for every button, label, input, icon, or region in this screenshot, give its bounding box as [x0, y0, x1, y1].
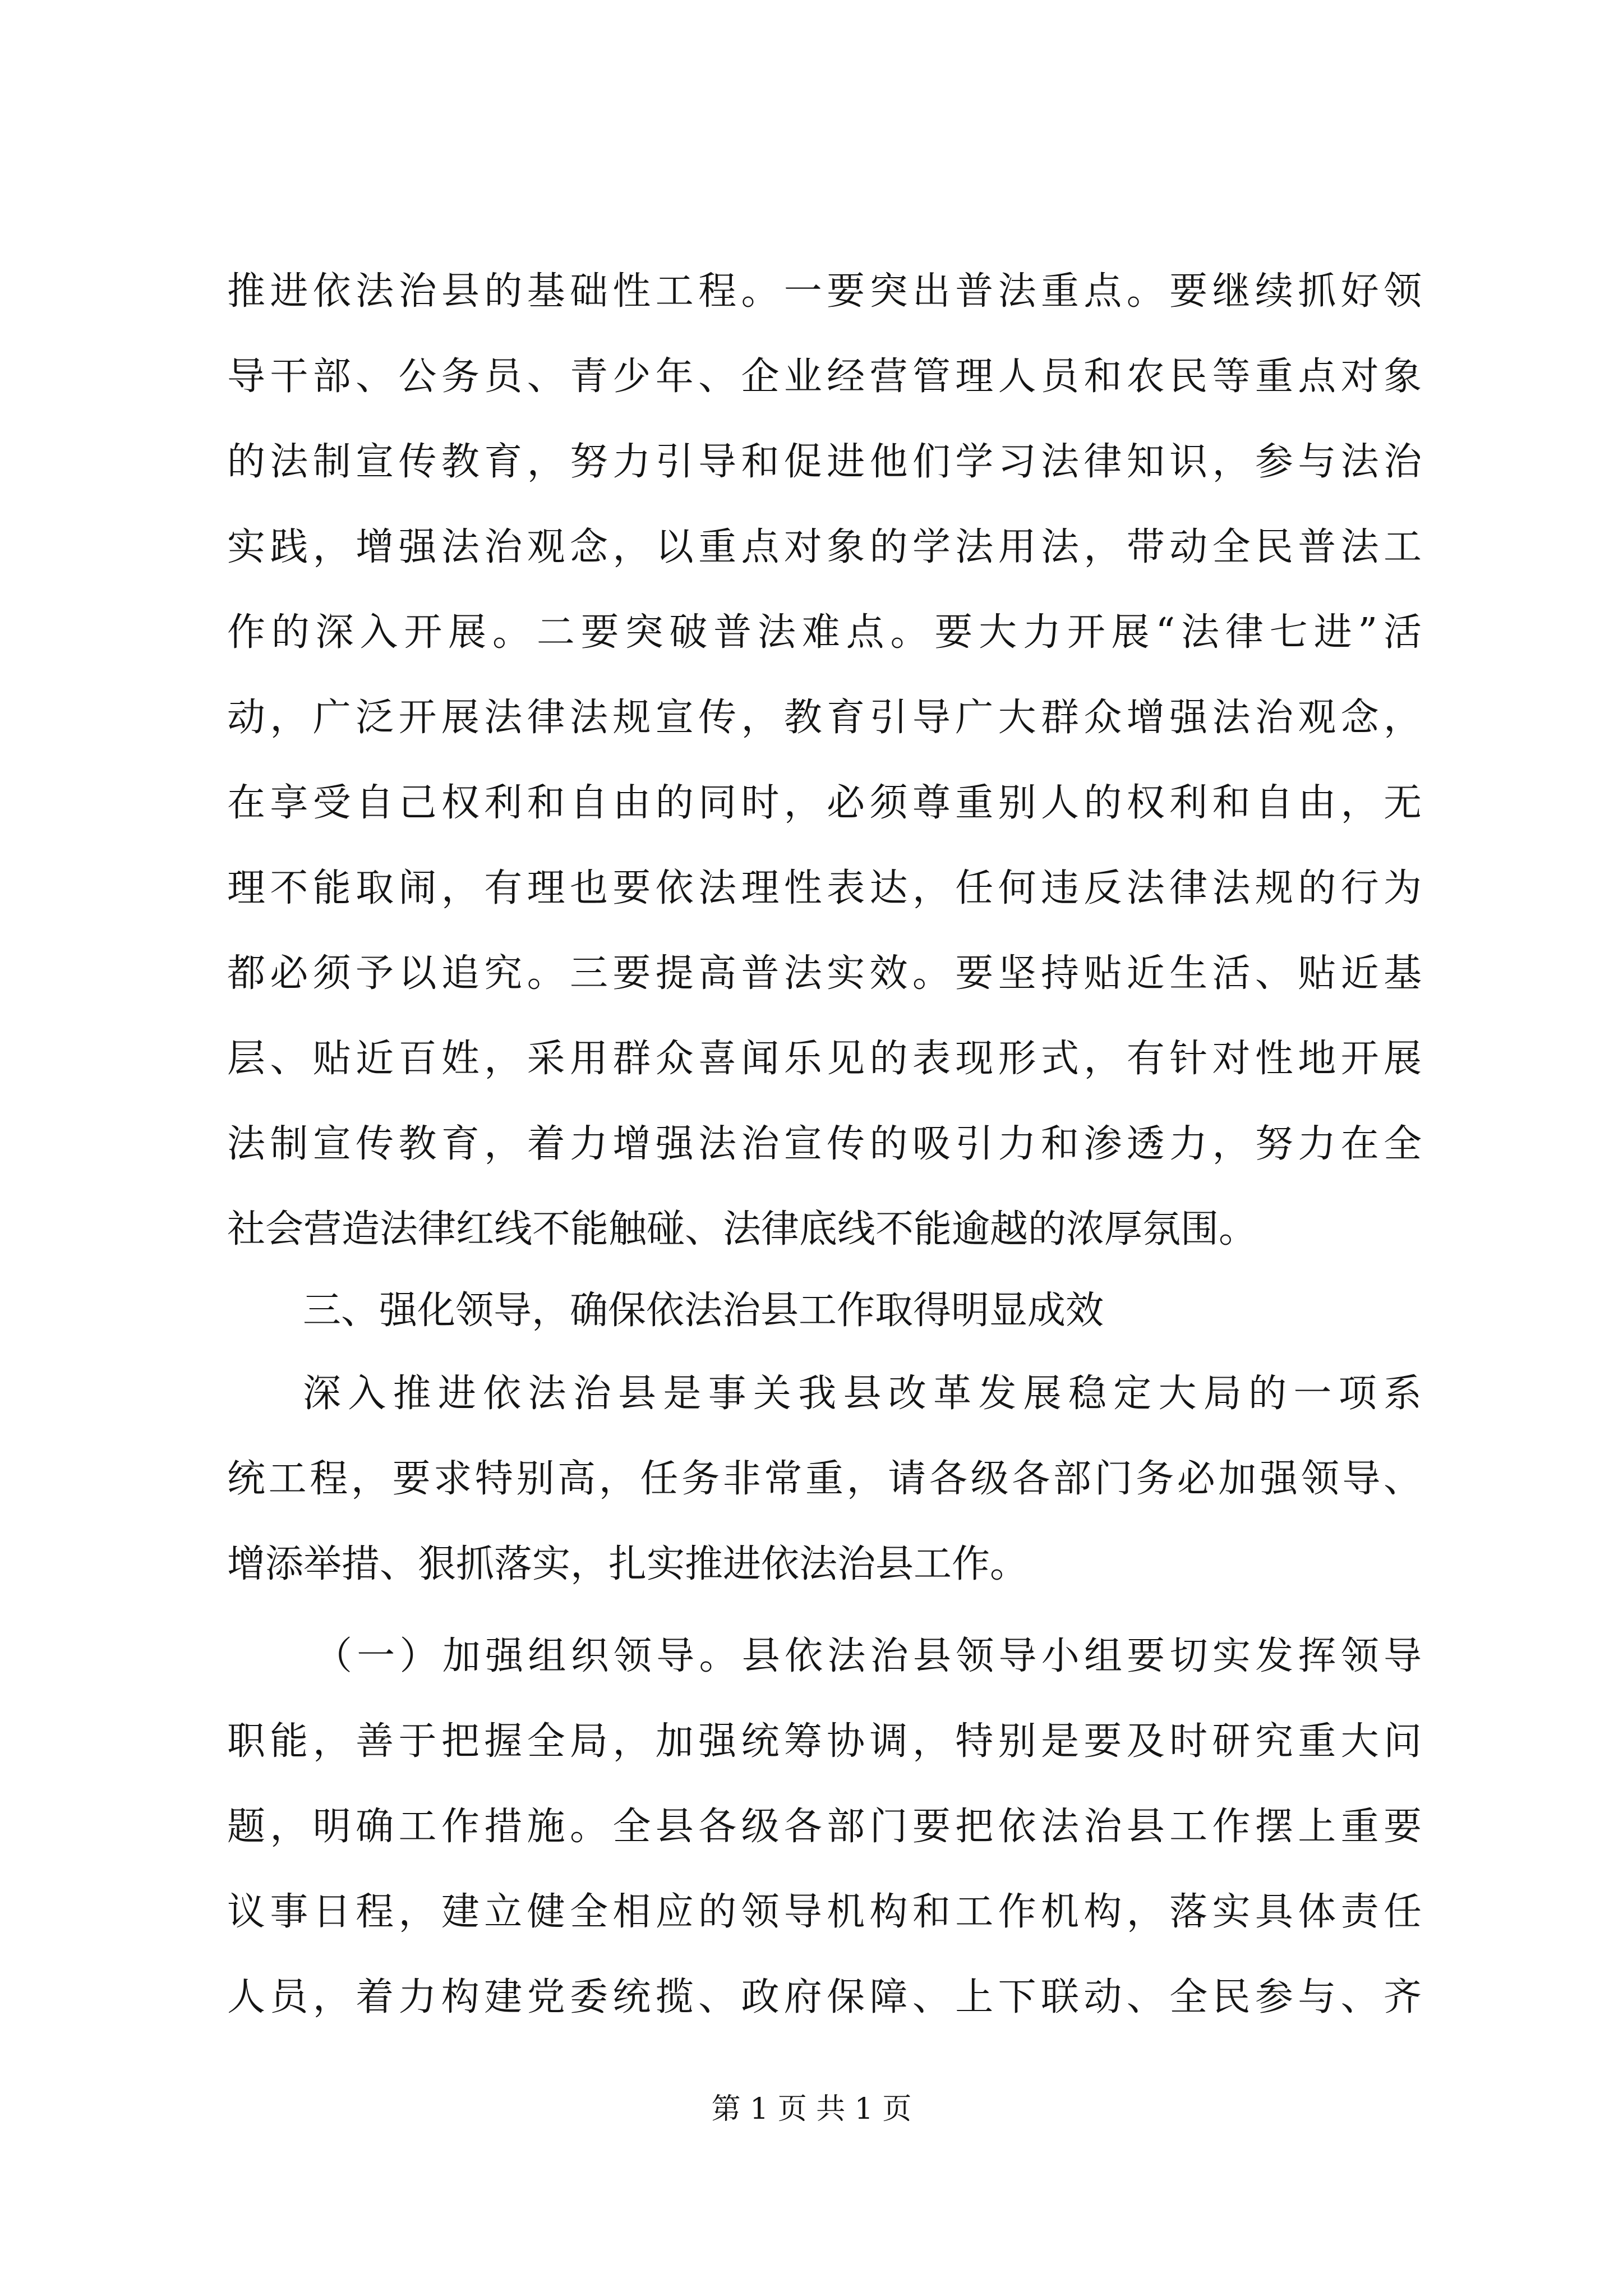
body-text-line: 题，明确工作措施。全县各级各部门要把依法治县工作摆上重要 [227, 1805, 1422, 1849]
body-text-line: 推进依法治县的基础性工程。一要突出普法重点。要继续抓好领 [227, 269, 1422, 314]
body-text-line: 议事日程，建立健全相应的领导机构和工作机构，落实具体责任 [227, 1890, 1422, 1934]
body-text-line: 理不能取闹，有理也要依法理性表达，任何违反法律法规的行为 [227, 866, 1422, 910]
body-text-line: 职能，善于把握全局，加强统筹协调，特别是要及时研究重大问 [227, 1719, 1422, 1764]
body-text-line: 统工程，要求特别高，任务非常重，请各级各部门务必加强领导、 [227, 1457, 1422, 1501]
body-text-line: 在享受自己权利和自由的同时，必须尊重别人的权利和自由，无 [227, 781, 1422, 825]
body-text-line: 增添举措、狠抓落实，扎实推进依法治县工作。 [227, 1542, 1029, 1586]
body-text-line: 社会营造法律红线不能触碰、法律底线不能逾越的浓厚氛围。 [227, 1207, 1257, 1251]
body-text-line: 导干部、公务员、青少年、企业经营管理人员和农民等重点对象 [227, 355, 1422, 399]
body-text-line: 深入推进依法治县是事关我县改革发展稳定大局的一项系 [303, 1372, 1422, 1416]
body-text-line: 人员，着力构建党委统揽、政府保障、上下联动、全民参与、齐 [227, 1975, 1422, 2019]
page-number-footer: 第 1 页 共 1 页 [711, 2092, 912, 2126]
body-text-line: 法制宣传教育，着力增强法治宣传的吸引力和渗透力，努力在全 [227, 1122, 1422, 1166]
body-text-line: 层、贴近百姓，采用群众喜闻乐见的表现形式，有针对性地开展 [227, 1037, 1422, 1081]
body-text-line: 都必须予以追究。三要提高普法实效。要坚持贴近生活、贴近基 [227, 951, 1422, 996]
body-text-line: 作的深入开展。二要突破普法难点。要大力开展“法律七进”活 [227, 610, 1422, 655]
section-heading: 三、强化领导，确保依法治县工作取得明显成效 [303, 1289, 1104, 1333]
body-text-line: 的法制宣传教育，努力引导和促进他们学习法律知识，参与法治 [227, 440, 1422, 484]
body-text-line: 实践，增强法治观念，以重点对象的学法用法，带动全民普法工 [227, 525, 1422, 569]
subsection-line: （一）加强组织领导。县依法治县领导小组要切实发挥领导 [314, 1634, 1422, 1678]
body-text-line: 动，广泛开展法律法规宣传，教育引导广大群众增强法治观念， [227, 696, 1422, 740]
